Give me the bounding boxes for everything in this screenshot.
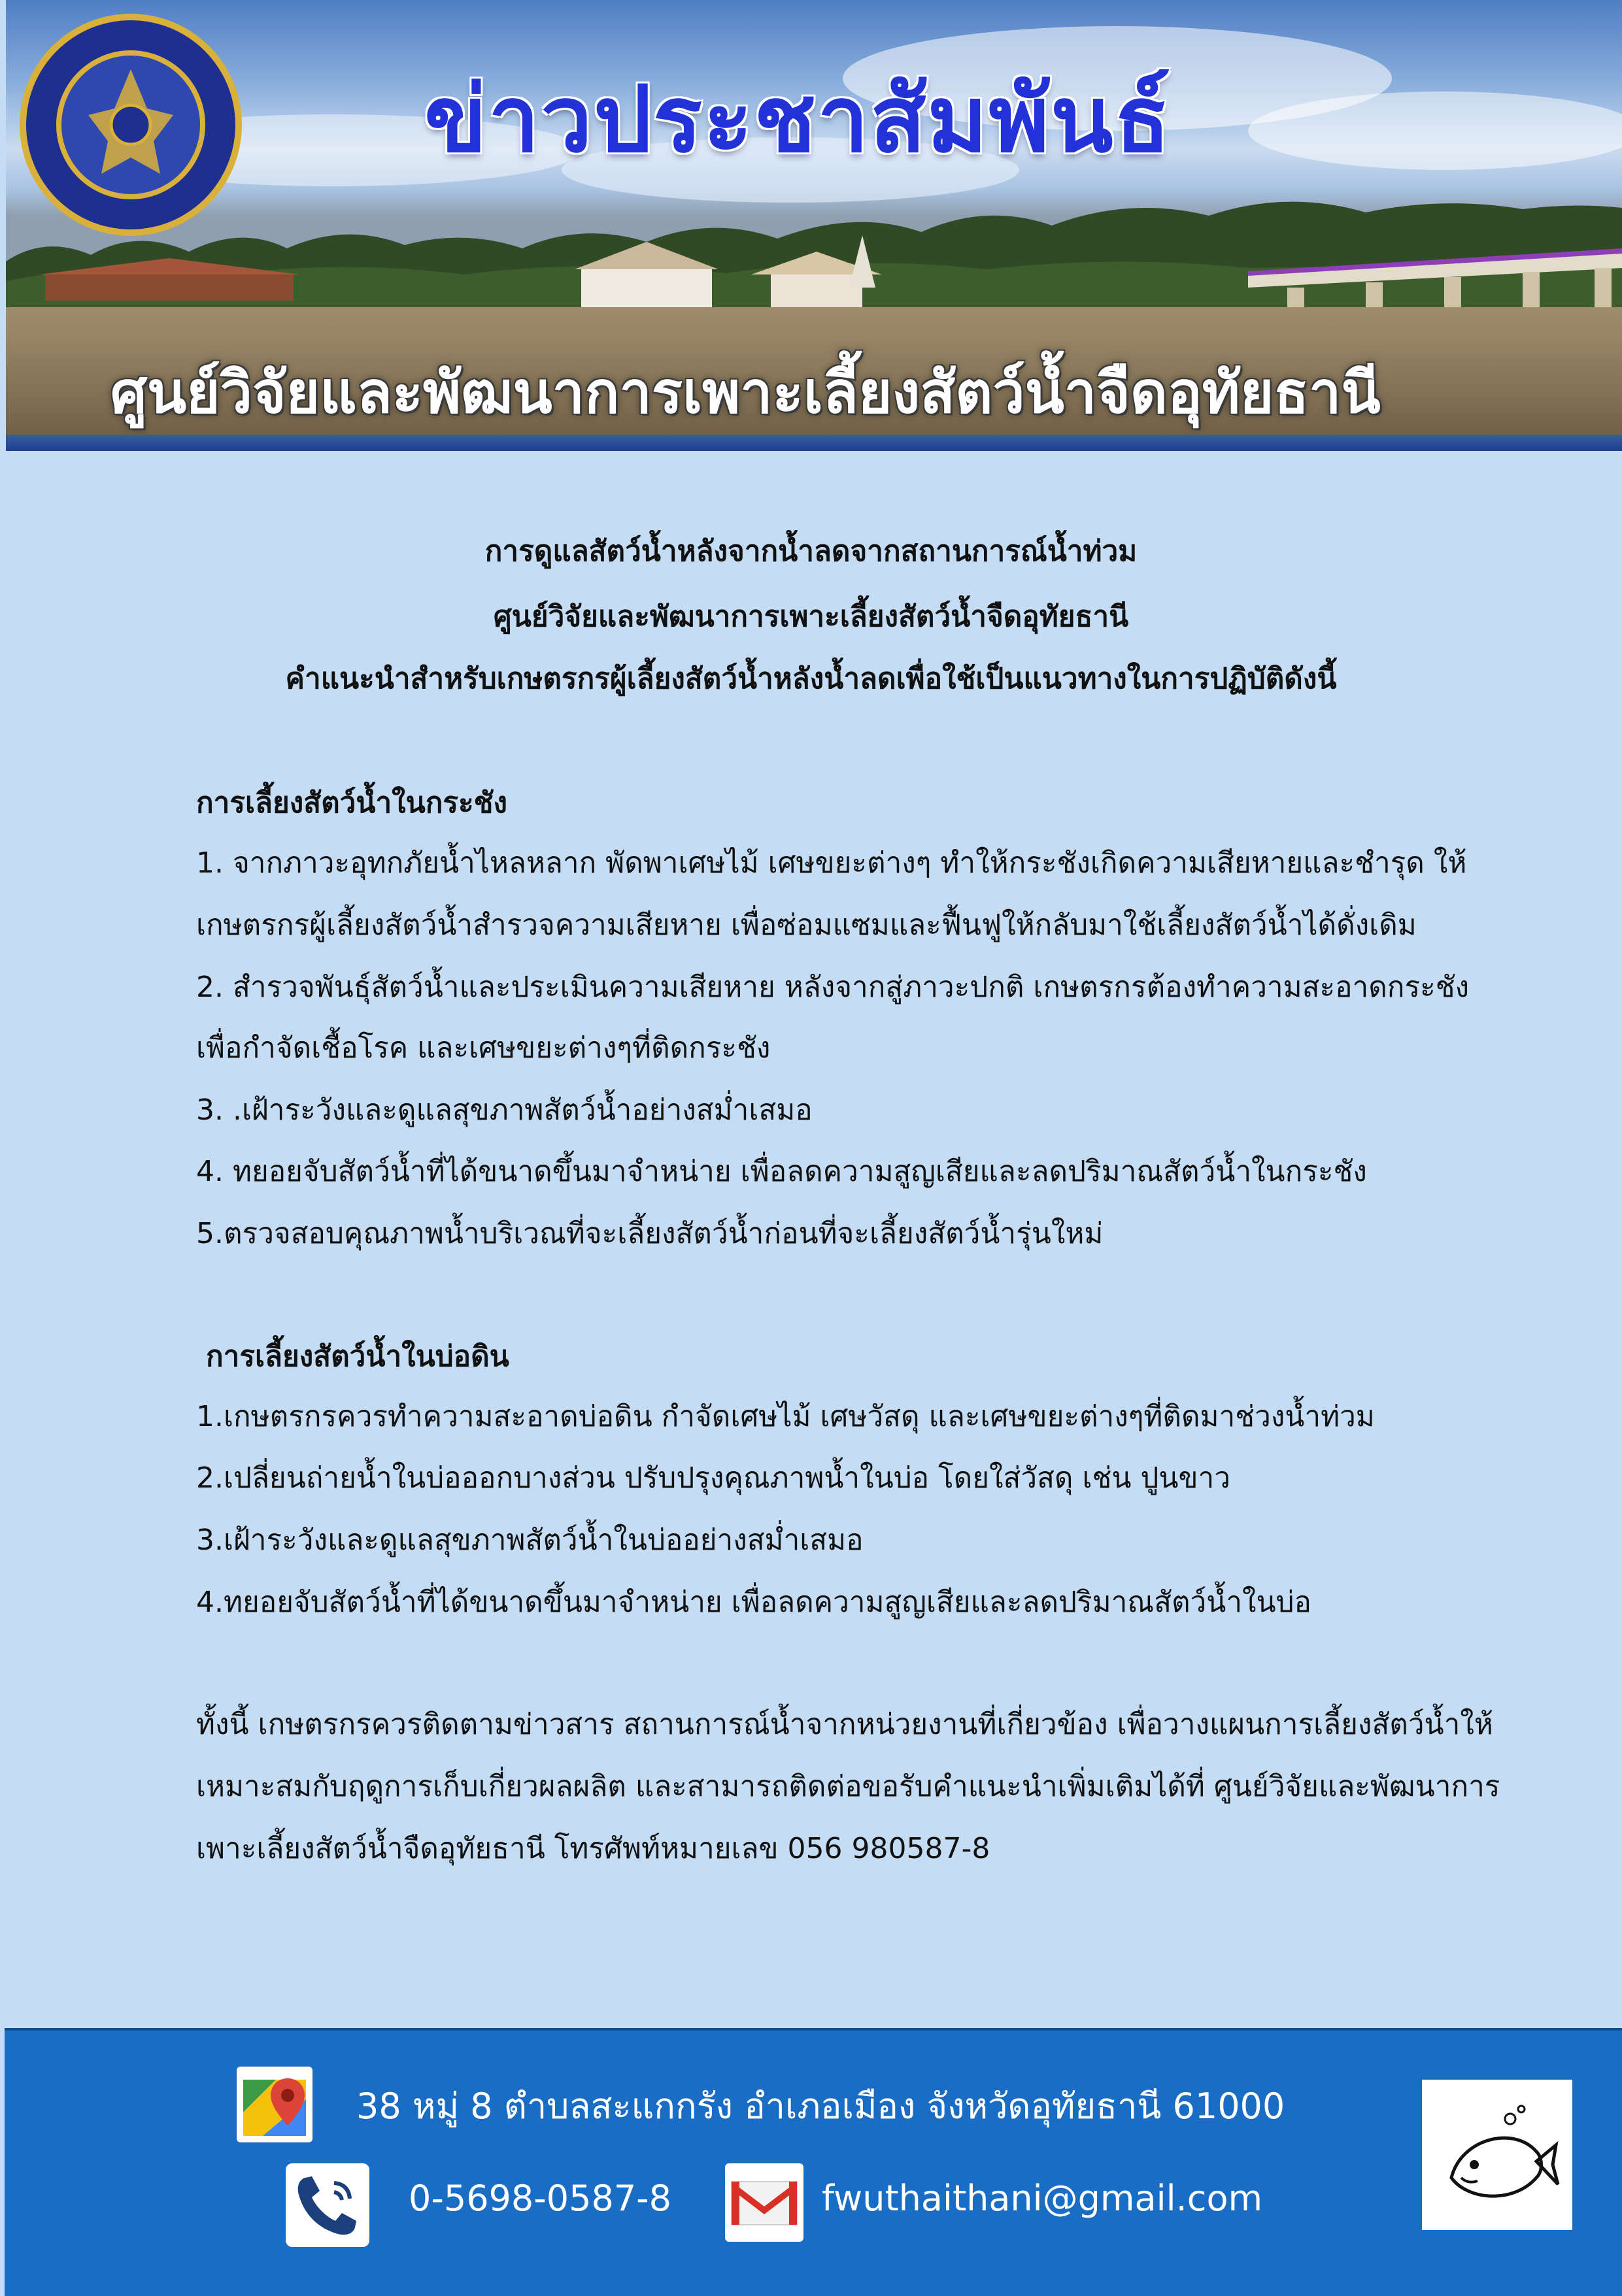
closing-line: ทั้งนี้ เกษตรกรควรติดตามข่าวสาร สถานการณ์น้ำจากหน่วยงานที่เกี่ยวข้อง เพื่อวางแผนการเลี้ยงสัตว์น้ำให้	[196, 1708, 1493, 1741]
gmail-icon	[725, 2163, 803, 2242]
pond-line: 2.เปลี่ยนถ่ายน้ำในบ่อออกบางส่วน ปรับปรุงคุณภาพน้ำในบ่อ โดยใส่วัสดุ เช่น ปูนขาว	[196, 1461, 1230, 1495]
banner-title: ข่าวประชาสัมพันธ์	[424, 67, 1172, 173]
banner-divider	[6, 435, 1622, 451]
cage-line: 5.ตรวจสอบคุณภาพน้ำบริเวณที่จะเลี้ยงสัตว์น้ำก่อนที่จะเลี้ยงสัตว์น้ำรุ่นใหม่	[196, 1217, 1104, 1250]
cage-line: 4. ทยอยจับสัตว์น้ำที่ได้ขนาดขึ้นมาจำหน่าย เพื่อลดความสูญเสียและลดปริมาณสัตว์น้ำในกระชัง	[196, 1155, 1367, 1188]
fisheries-seal-logo	[16, 10, 245, 239]
cage-line: เกษตรกรผู้เลี้ยงสัตว์น้ำสำรวจความเสียหาย เพื่อซ่อมแซมและฟื้นฟูให้กลับมาใช้เลี้ยงสัตว์น้ำได้ดั่งเดิม	[196, 908, 1417, 942]
fish-icon	[1422, 2080, 1572, 2230]
cage-line: 2. สำรวจพันธุ์สัตว์น้ำและประเมินความเสียหาย หลังจากสู่ภาวะปกติ เกษตรกรต้องทำความสะอาดกระชัง	[196, 971, 1470, 1004]
closing-line: เพาะเลี้ยงสัตว์น้ำจืดอุทัยธานี โทรศัพท์หมายเลข 056 980587-8	[196, 1832, 990, 1865]
phone-icon	[286, 2163, 369, 2247]
section-title-cage: การเลี้ยงสัตว์น้ำในกระชัง	[196, 786, 507, 820]
document-organization: ศูนย์วิจัยและพัฒนาการเพาะเลี้ยงสัตว์น้ำจืดอุทัยธานี	[493, 600, 1129, 633]
header-banner	[6, 0, 1622, 451]
closing-line: เหมาะสมกับฤดูการเก็บเกี่ยวผลผลิต และสามารถติดต่อขอรับคำแนะนำเพิ่มเติมได้ที่ ศูนย์วิจัยและพัฒนาการ	[196, 1770, 1500, 1803]
document-intro: คำแนะนำสำหรับเกษตรกรผู้เลี้ยงสัตว์น้ำหลังน้ำลดเพื่อใช้เป็นแนวทางในการปฏิบัติดังนี้	[285, 662, 1337, 695]
contact-footer	[5, 2028, 1622, 2296]
cage-line: เพื่อกำจัดเชื้อโรค และเศษขยะต่างๆที่ติดกระชัง	[196, 1031, 771, 1065]
footer-phone: 0-5698-0587-8	[409, 2178, 672, 2219]
pond-line: 4.ทยอยจับสัตว์น้ำที่ได้ขนาดขึ้นมาจำหน่าย เพื่อลดความสูญเสียและลดปริมาณสัตว์น้ำในบ่อ	[196, 1586, 1311, 1619]
pond-line: 1.เกษตรกรควรทำความสะอาดบ่อดิน กำจัดเศษไม้ เศษวัสดุ และเศษขยะต่างๆที่ติดมาช่วงน้ำท่วม	[196, 1400, 1375, 1433]
banner-subtitle: ศูนย์วิจัยและพัฒนาการเพาะเลี้ยงสัตว์น้ำจืดอุทัยธานี	[110, 359, 1381, 426]
footer-email: fwuthaithani@gmail.com	[822, 2178, 1263, 2219]
footer-address: 38 หมู่ 8 ตำบลสะแกกรัง อำเภอเมือง จังหวัดอุทัยธานี 61000	[356, 2086, 1285, 2127]
section-title-pond: การเลี้ยงสัตว์น้ำในบ่อดิน	[206, 1340, 509, 1373]
map-pin-icon	[237, 2067, 313, 2142]
pond-line: 3.เฝ้าระวังและดูแลสุขภาพสัตว์น้ำในบ่ออย่างสม่ำเสมอ	[196, 1523, 864, 1557]
document-title: การดูแลสัตว์น้ำหลังจากน้ำลดจากสถานการณ์น้ำท่วม	[484, 535, 1138, 568]
cage-line: 3. .เฝ้าระวังและดูแลสุขภาพสัตว์น้ำอย่างสม่ำเสมอ	[196, 1093, 813, 1127]
cage-line: 1. จากภาวะอุทกภัยน้ำไหลหลาก พัดพาเศษไม้ เศษขยะต่างๆ ทำให้กระชังเกิดความเสียหายและชำรุด ให้	[196, 846, 1467, 880]
